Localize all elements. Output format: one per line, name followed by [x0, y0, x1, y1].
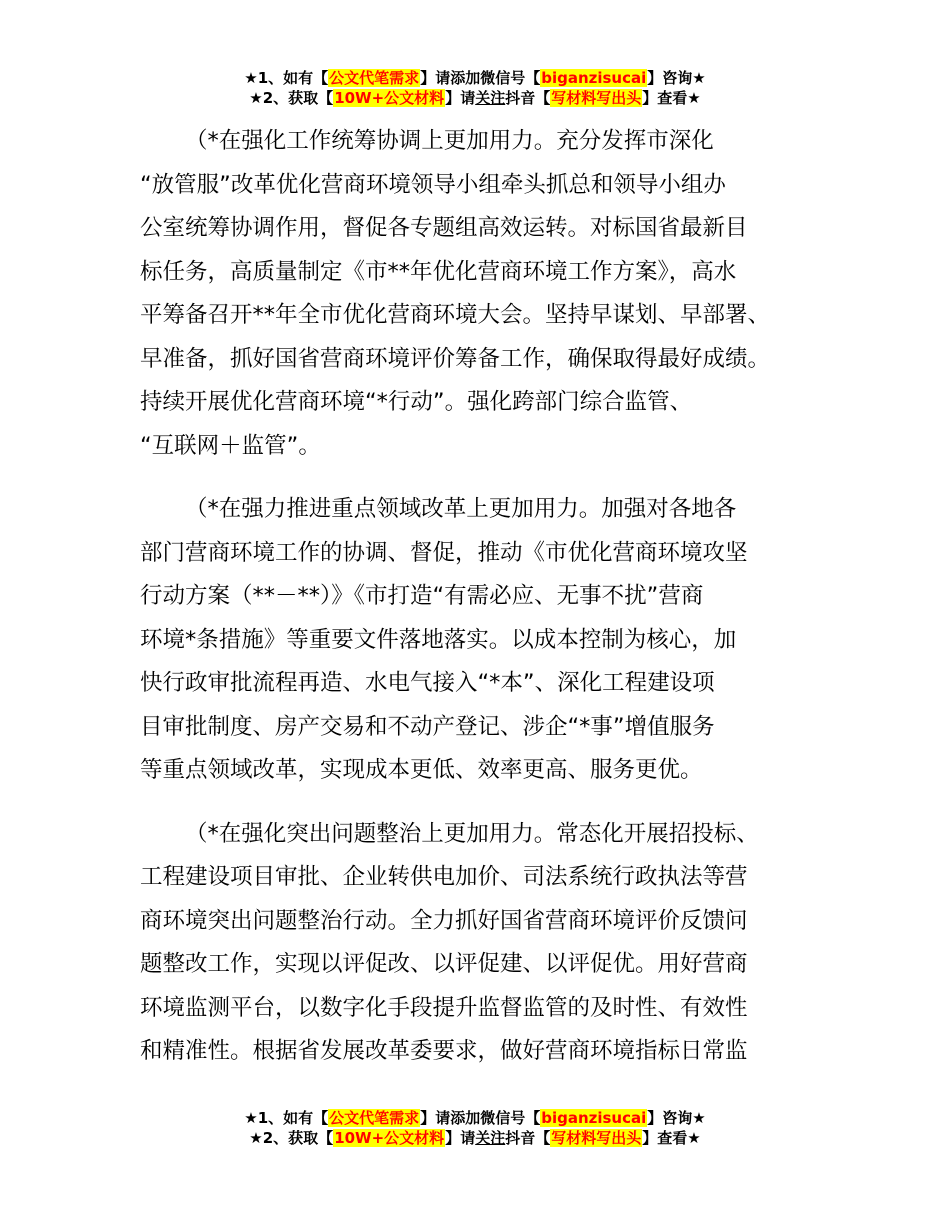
banner-text: ★2、获取【 — [249, 1129, 334, 1147]
highlight-service: 公文代笔需求 — [329, 1109, 420, 1127]
paragraph-1 — [140, 120, 820, 468]
highlight-service: 公文代笔需求 — [329, 69, 420, 87]
text-line: “互联网＋监管”。 — [140, 432, 321, 459]
banner-text: ★1、如有【 — [244, 1109, 329, 1127]
highlight-wechat-id: biganzisucai — [541, 69, 647, 87]
highlight-materials: 10W+公文材料 — [334, 1129, 445, 1147]
text-line: 持续开展优化营商环境“*行动”。强化跨部门综合监管、 — [140, 389, 693, 415]
text-line: （*在强力推进重点领域改革上更加用力。加强对各地各 — [185, 496, 737, 522]
banner-text: 抖音【 — [505, 1129, 551, 1147]
highlight-materials: 10W+公文材料 — [334, 89, 445, 107]
paragraph-3 — [140, 813, 820, 1074]
text-line: 商环境突出问题整治行动。全力抓好国省营商环境评价反馈问 — [140, 907, 748, 934]
banner-text: 】请添加微信号【 — [420, 69, 541, 87]
text-line: 工程建设项目审批、企业转供电加价、司法系统行政执法等营 — [140, 864, 748, 890]
text-line: 题整改工作，实现以评促改、以评促建、以评促优。用好营商 — [140, 951, 748, 977]
highlight-wechat-id: biganzisucai — [541, 1109, 647, 1127]
banner-text: ★1、如有【 — [244, 69, 329, 87]
banner-text: 】请添加微信号【 — [420, 1109, 541, 1127]
text-line: 环境监测平台，以数字化手段提升监督监管的及时性、有效性 — [140, 994, 748, 1021]
banner-text: 】请 — [445, 1129, 476, 1147]
text-line: 早准备，抓好国省营商环境评价筹备工作，确保取得最好成绩。 — [140, 345, 771, 372]
banner-text: 】查看★ — [642, 1129, 701, 1147]
banner-text: 】咨询★ — [647, 69, 706, 87]
banner-text: 】请 — [445, 89, 476, 107]
banner-text: 】查看★ — [642, 89, 701, 107]
banner-underlined-text: 关注 — [475, 89, 506, 107]
footer-banner — [0, 1108, 950, 1148]
highlight-douyin: 写材料写出头 — [551, 1129, 642, 1147]
banner-text: ★2、获取【 — [249, 89, 334, 107]
banner-line-2 — [0, 1128, 950, 1148]
text-line: （*在强化工作统筹协调上更加用力。充分发挥市深化 — [185, 128, 714, 154]
text-line: （*在强化突出问题整治上更加用力。常态化开展招投标、 — [185, 820, 759, 847]
text-line: 目审批制度、房产交易和不动产登记、涉企“*事”增值服务 — [140, 713, 715, 740]
text-line: 等重点领域改革，实现成本更低、效率更高、服务更优。 — [140, 757, 703, 783]
text-line: 和精准性。根据省发展改革委要求，做好营商环境指标日常监 — [140, 1038, 748, 1064]
text-line: 标任务，高质量制定《市**年优化营商环境工作方案》，高水 — [140, 258, 737, 285]
text-line: “放管服”改革优化营商环境领导小组牵头抓总和领导小组办 — [140, 171, 726, 198]
text-line: 平筹备召开**年全市优化营商环境大会。坚持早谋划、早部署、 — [140, 302, 771, 328]
text-line: 快行政审批流程再造、水电气接入“*本”、深化工程建设项 — [140, 670, 715, 696]
banner-line-1 — [0, 68, 950, 88]
banner-line-2 — [0, 88, 950, 108]
banner-underlined-text: 关注 — [475, 1129, 506, 1147]
banner-text: 】咨询★ — [647, 1109, 706, 1127]
paragraph-2 — [140, 488, 820, 793]
banner-text: 抖音【 — [505, 89, 551, 107]
text-line: 公室统筹协调作用，督促各专题组高效运转。对标国省最新目 — [140, 215, 748, 241]
text-line: 环境*条措施》等重要文件落地落实。以成本控制为核心，加 — [140, 626, 737, 653]
text-line: 行动方案（**－**）》《市打造“有需必应、无事不扰”营商 — [140, 583, 704, 609]
highlight-douyin: 写材料写出头 — [551, 89, 642, 107]
header-banner — [0, 68, 950, 108]
banner-line-1 — [0, 1108, 950, 1128]
document-body — [140, 120, 820, 1094]
text-line: 部门营商环境工作的协调、督促，推动《市优化营商环境攻坚 — [140, 539, 748, 566]
